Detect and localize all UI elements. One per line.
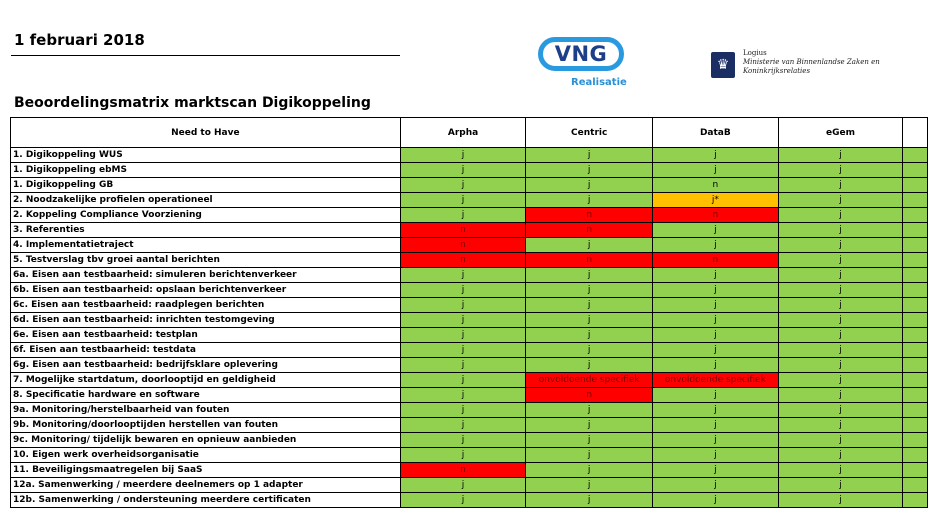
column-header: Arpha	[400, 118, 526, 148]
table-row	[11, 433, 928, 448]
score-cell: n	[526, 253, 653, 268]
table-row	[11, 148, 928, 163]
ministry-line-1: Logius	[743, 49, 767, 57]
table-row	[11, 493, 928, 508]
score-cell: onvoldoende specifiek	[653, 373, 779, 388]
requirement-label: 6c. Eisen aan testbaarheid: raadplegen berichten	[11, 298, 401, 313]
table-row	[11, 388, 928, 403]
score-cell: j	[778, 313, 903, 328]
score-cell: j	[653, 388, 779, 403]
score-cell: j	[778, 478, 903, 493]
score-cell: j	[526, 418, 653, 433]
score-cell: j	[778, 253, 903, 268]
column-header: eGem	[778, 118, 903, 148]
score-cell: j	[653, 238, 779, 253]
score-cell: n	[400, 463, 526, 478]
score-cell: j	[400, 178, 526, 193]
score-cell: j	[400, 343, 526, 358]
table-header-row	[11, 118, 928, 148]
score-cell	[903, 298, 928, 313]
score-cell: j	[653, 148, 779, 163]
score-cell: onvoldoende specifiek	[526, 373, 653, 388]
score-cell: j	[526, 298, 653, 313]
score-cell: j	[778, 298, 903, 313]
score-cell	[903, 178, 928, 193]
score-cell: j*	[653, 193, 779, 208]
requirement-label: 4. Implementatietraject	[11, 238, 401, 253]
score-cell	[903, 283, 928, 298]
vng-logo-text: VNG	[554, 42, 608, 66]
score-cell	[903, 208, 928, 223]
requirement-label: 9b. Monitoring/doorlooptijden herstellen van fouten	[11, 418, 401, 433]
score-cell: j	[400, 148, 526, 163]
score-cell	[903, 328, 928, 343]
requirement-label: 10. Eigen werk overheidsorganisatie	[11, 448, 401, 463]
score-cell: j	[400, 313, 526, 328]
page-title: Beoordelingsmatrix marktscan Digikoppeling	[14, 95, 371, 111]
requirement-label: 1. Digikoppeling GB	[11, 178, 401, 193]
score-cell: j	[400, 208, 526, 223]
score-cell: j	[400, 388, 526, 403]
score-cell	[903, 163, 928, 178]
score-cell: j	[653, 268, 779, 283]
score-cell	[903, 268, 928, 283]
score-cell: j	[526, 313, 653, 328]
score-cell: j	[653, 493, 779, 508]
requirement-label: 6g. Eisen aan testbaarheid: bedrijfsklare oplevering	[11, 358, 401, 373]
score-cell	[903, 448, 928, 463]
score-cell: j	[400, 373, 526, 388]
table-row	[11, 343, 928, 358]
score-cell: j	[526, 328, 653, 343]
score-cell: j	[400, 433, 526, 448]
score-cell: j	[400, 448, 526, 463]
requirement-label: 1. Digikoppeling ebMS	[11, 163, 401, 178]
score-cell: j	[778, 223, 903, 238]
score-cell: j	[778, 328, 903, 343]
score-cell: n	[526, 223, 653, 238]
requirement-label: 6b. Eisen aan testbaarheid: opslaan berichtenverkeer	[11, 283, 401, 298]
score-cell: j	[400, 493, 526, 508]
requirement-label: 9a. Monitoring/herstelbaarheid van fouten	[11, 403, 401, 418]
requirement-label: 1. Digikoppeling WUS	[11, 148, 401, 163]
score-cell: j	[526, 463, 653, 478]
table-row	[11, 478, 928, 493]
table-row	[11, 208, 928, 223]
score-cell: j	[526, 148, 653, 163]
score-cell: j	[526, 448, 653, 463]
score-cell: j	[526, 358, 653, 373]
column-header: DataB	[653, 118, 779, 148]
score-cell: j	[778, 178, 903, 193]
score-cell: j	[526, 238, 653, 253]
score-cell: n	[653, 178, 779, 193]
score-cell	[903, 463, 928, 478]
table-row	[11, 403, 928, 418]
score-cell: j	[778, 403, 903, 418]
score-cell: j	[778, 283, 903, 298]
score-cell: n	[400, 223, 526, 238]
score-cell: j	[653, 403, 779, 418]
score-cell	[903, 358, 928, 373]
score-cell: j	[653, 463, 779, 478]
score-cell: j	[653, 298, 779, 313]
score-cell	[903, 373, 928, 388]
score-cell: j	[526, 478, 653, 493]
score-cell: n	[400, 253, 526, 268]
requirement-label: 6d. Eisen aan testbaarheid: inrichten testomgeving	[11, 313, 401, 328]
score-cell: j	[653, 358, 779, 373]
score-cell: j	[400, 268, 526, 283]
score-cell: j	[653, 283, 779, 298]
score-cell: n	[526, 208, 653, 223]
requirement-label: 6e. Eisen aan testbaarheid: testplan	[11, 328, 401, 343]
requirement-label: 5. Testverslag tbv groei aantal berichten	[11, 253, 401, 268]
score-cell: n	[653, 253, 779, 268]
score-cell: j	[400, 193, 526, 208]
requirement-label: 9c. Monitoring/ tijdelijk bewaren en opnieuw aanbieden	[11, 433, 401, 448]
table-row	[11, 418, 928, 433]
score-cell: j	[778, 433, 903, 448]
score-cell	[903, 253, 928, 268]
column-header: Centric	[526, 118, 653, 148]
table-row	[11, 178, 928, 193]
score-cell: j	[778, 388, 903, 403]
score-cell: j	[778, 193, 903, 208]
score-cell: j	[526, 493, 653, 508]
score-cell: j	[778, 163, 903, 178]
score-cell: j	[400, 163, 526, 178]
score-cell: j	[653, 328, 779, 343]
score-cell: j	[653, 163, 779, 178]
table-row	[11, 268, 928, 283]
score-cell: j	[653, 343, 779, 358]
vng-logo-subtitle: Realisatie	[571, 77, 627, 88]
score-cell: j	[400, 328, 526, 343]
score-cell: j	[400, 403, 526, 418]
requirement-label: 7. Mogelijke startdatum, doorlooptijd en geldigheid	[11, 373, 401, 388]
vng-badge	[538, 37, 624, 71]
table-row	[11, 193, 928, 208]
score-cell	[903, 388, 928, 403]
score-cell: j	[778, 238, 903, 253]
score-cell: j	[778, 448, 903, 463]
score-cell: j	[653, 433, 779, 448]
score-cell	[903, 493, 928, 508]
score-cell: j	[400, 418, 526, 433]
table-row	[11, 253, 928, 268]
score-cell: j	[653, 478, 779, 493]
score-cell	[903, 478, 928, 493]
score-cell: j	[653, 313, 779, 328]
requirement-label: 6f. Eisen aan testbaarheid: testdata	[11, 343, 401, 358]
requirement-label: 11. Beveiligingsmaatregelen bij SaaS	[11, 463, 401, 478]
table-row	[11, 448, 928, 463]
score-cell	[903, 313, 928, 328]
crest-icon: ♛	[711, 52, 735, 78]
requirement-label: 8. Specificatie hardware en software	[11, 388, 401, 403]
score-cell	[903, 343, 928, 358]
column-header: Need to Have	[11, 118, 401, 148]
score-cell: j	[778, 343, 903, 358]
document-date: 1 februari 2018	[14, 31, 145, 49]
score-cell	[903, 223, 928, 238]
score-cell: j	[653, 418, 779, 433]
score-cell: j	[400, 283, 526, 298]
score-cell: j	[778, 358, 903, 373]
ministry-logo-text	[743, 49, 880, 76]
column-header	[903, 118, 928, 148]
requirement-label: 6a. Eisen aan testbaarheid: simuleren berichtenverkeer	[11, 268, 401, 283]
score-cell	[903, 148, 928, 163]
table-row	[11, 163, 928, 178]
ministry-line-3: Koninkrijksrelaties	[743, 67, 811, 75]
table-row	[11, 358, 928, 373]
score-cell: j	[400, 358, 526, 373]
score-cell: j	[526, 163, 653, 178]
score-cell: j	[778, 148, 903, 163]
table-row	[11, 223, 928, 238]
matrix-body	[11, 148, 928, 508]
score-cell: n	[400, 238, 526, 253]
score-cell: n	[526, 388, 653, 403]
score-cell: j	[526, 433, 653, 448]
score-cell	[903, 238, 928, 253]
evaluation-matrix	[10, 117, 928, 508]
score-cell: j	[778, 208, 903, 223]
requirement-label: 2. Koppeling Compliance Voorziening	[11, 208, 401, 223]
vng-logo	[536, 35, 636, 93]
score-cell: j	[526, 403, 653, 418]
score-cell: j	[526, 283, 653, 298]
requirement-label: 12a. Samenwerking / meerdere deelnemers op 1 adapter	[11, 478, 401, 493]
score-cell: j	[778, 268, 903, 283]
score-cell: j	[526, 178, 653, 193]
table-row	[11, 313, 928, 328]
score-cell: n	[653, 208, 779, 223]
score-cell	[903, 193, 928, 208]
score-cell	[903, 433, 928, 448]
date-underline	[11, 55, 400, 56]
score-cell: j	[653, 223, 779, 238]
score-cell: j	[400, 478, 526, 493]
score-cell: j	[400, 298, 526, 313]
table-row	[11, 373, 928, 388]
table-row	[11, 463, 928, 478]
score-cell	[903, 403, 928, 418]
table-row	[11, 238, 928, 253]
score-cell: j	[526, 268, 653, 283]
score-cell	[903, 418, 928, 433]
score-cell: j	[778, 418, 903, 433]
score-cell: j	[778, 463, 903, 478]
requirement-label: 2. Noodzakelijke profielen operationeel	[11, 193, 401, 208]
ministry-line-2: Ministerie van Binnenlandse Zaken en	[743, 58, 880, 66]
table-row	[11, 298, 928, 313]
score-cell: j	[526, 343, 653, 358]
score-cell: j	[526, 193, 653, 208]
score-cell: j	[653, 448, 779, 463]
score-cell: j	[778, 493, 903, 508]
score-cell: j	[778, 373, 903, 388]
table-row	[11, 328, 928, 343]
table-row	[11, 283, 928, 298]
requirement-label: 3. Referenties	[11, 223, 401, 238]
requirement-label: 12b. Samenwerking / ondersteuning meerdere certificaten	[11, 493, 401, 508]
